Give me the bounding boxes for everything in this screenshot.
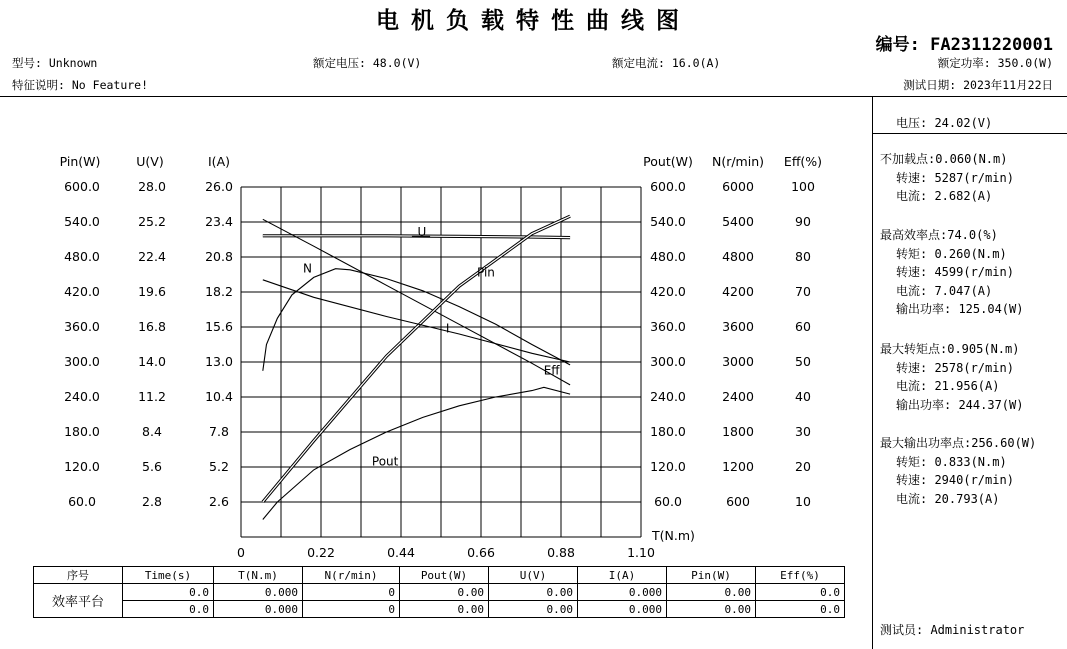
no-load-speed: 转速: 5287(r/min): [896, 170, 1014, 185]
x-tick-label: 0.44: [387, 545, 415, 560]
y-tick-label-right: 70: [795, 284, 811, 299]
rated-voltage-value: 48.0(V): [372, 56, 422, 70]
table-cell: 0.0: [756, 584, 845, 601]
test-date-info: [903, 77, 1053, 93]
y-tick-label-right: 3000: [722, 354, 754, 369]
y-tick-label-left: 60.0: [68, 494, 96, 509]
y-tick-label-right: 4200: [722, 284, 754, 299]
table-cell: 0.00: [667, 584, 756, 601]
header-current: I(A): [578, 567, 667, 584]
row-label: 效率平台: [34, 584, 123, 618]
y-tick-label-left: 240.0: [64, 389, 100, 404]
series-line-i: [263, 219, 570, 385]
max-eff-current: 电流: 7.047(A): [896, 283, 993, 298]
y-tick-label-right: 1800: [722, 424, 754, 439]
y-tick-label-left: 28.0: [138, 179, 166, 194]
y-axis-label-right: N(r/min): [711, 154, 765, 169]
max-power-current: 电流: 20.793(A): [896, 491, 1000, 506]
rated-current-label: 额定电流:: [612, 56, 665, 70]
y-tick-label-right: 180.0: [650, 424, 686, 439]
y-tick-label-left: 25.2: [138, 214, 166, 229]
table-row: [34, 584, 845, 601]
y-tick-label-left: 5.6: [142, 459, 162, 474]
series-line-n: [263, 269, 570, 371]
y-axis-label-right: Eff(%): [783, 154, 823, 169]
rated-current-value: 16.0(A): [671, 56, 721, 70]
y-tick-label-left: 120.0: [64, 459, 100, 474]
y-tick-label-right: 100: [791, 179, 815, 194]
table-cell: 0.000: [578, 584, 667, 601]
rated-current-info: [612, 55, 720, 71]
y-tick-label-right: 300.0: [650, 354, 686, 369]
y-tick-label-left: 2.6: [209, 494, 229, 509]
feature-value: No Feature!: [71, 78, 149, 92]
table-cell: 0: [303, 584, 400, 601]
max-eff-output: 输出功率: 125.04(W): [896, 302, 1024, 317]
y-tick-label-right: 360.0: [650, 319, 686, 334]
header-pin: Pin(W): [667, 567, 756, 584]
y-tick-label-left: 420.0: [64, 284, 100, 299]
table-cell: 0.000: [578, 601, 667, 618]
rated-power-info: [938, 55, 1053, 71]
test-date-label: 测试日期:: [903, 78, 957, 92]
page-title: 电机负载特性曲线图: [376, 7, 691, 34]
header-torque: T(N.m): [214, 567, 303, 584]
header-time: Time(s): [123, 567, 214, 584]
y-tick-label-right: 120.0: [650, 459, 686, 474]
y-tick-label-left: 13.0: [205, 354, 233, 369]
series-label-i: I: [445, 321, 450, 336]
y-tick-label-left: 360.0: [64, 319, 100, 334]
side-voltage-divider: [872, 133, 1067, 134]
y-tick-label-left: 8.4: [142, 424, 162, 439]
table-cell: 0: [303, 601, 400, 618]
max-eff-point: [880, 226, 1023, 319]
y-tick-label-right: 60: [795, 319, 811, 334]
max-torque-head: 最大转矩点:0.905(N.m): [880, 342, 1020, 356]
max-eff-speed: 转速: 4599(r/min): [896, 265, 1014, 280]
model-info: [12, 55, 97, 71]
y-tick-label-right: 3600: [722, 319, 754, 334]
table-cell: 0.000: [214, 584, 303, 601]
y-tick-label-left: 540.0: [64, 214, 100, 229]
y-tick-label-right: 20: [795, 459, 811, 474]
table-cell: 0.00: [400, 584, 489, 601]
x-tick-label: 0.66: [467, 545, 495, 560]
y-tick-label-left: 5.2: [209, 459, 229, 474]
y-tick-label-left: 18.2: [205, 284, 233, 299]
y-axis-label-left: U(V): [136, 154, 164, 169]
model-label: 型号:: [12, 56, 42, 70]
header-speed: N(r/min): [303, 567, 400, 584]
y-tick-label-left: 2.8: [142, 494, 162, 509]
max-power-point: [880, 434, 1036, 508]
y-axis-label-left: Pin(W): [59, 154, 101, 169]
rated-power-label: 额定功率:: [937, 56, 991, 70]
max-torque-point: [880, 340, 1023, 414]
table-cell: 0.0: [756, 601, 845, 618]
x-tick-label: 0: [237, 545, 245, 560]
y-tick-label-left: 19.6: [138, 284, 166, 299]
series-label-eff: Eff: [543, 363, 560, 378]
y-tick-label-right: 4800: [722, 249, 754, 264]
y-axis-label-left: I(A): [208, 154, 230, 169]
series-label-n: N: [303, 261, 312, 276]
serial-value: FA2311220001: [930, 35, 1053, 55]
y-tick-label-left: 10.4: [205, 389, 233, 404]
feature-label: 特征说明:: [12, 78, 65, 92]
y-tick-label-right: 2400: [722, 389, 754, 404]
table-cell: 0.00: [667, 601, 756, 618]
y-tick-label-right: 240.0: [650, 389, 686, 404]
header-index: 序号: [34, 567, 123, 584]
no-load-point: [880, 150, 1014, 206]
rated-voltage-info: [313, 55, 421, 71]
y-tick-label-right: 6000: [722, 179, 754, 194]
y-tick-label-right: 480.0: [650, 249, 686, 264]
y-tick-label-left: 26.0: [205, 179, 233, 194]
max-power-head: 最大输出功率点:256.60(W): [880, 436, 1037, 450]
y-tick-label-right: 540.0: [650, 214, 686, 229]
max-torque-current: 电流: 21.956(A): [896, 379, 1000, 394]
serial-label: 编号:: [875, 35, 920, 55]
side-panel-divider: [872, 96, 873, 649]
y-tick-label-left: 600.0: [64, 179, 100, 194]
model-value: Unknown: [48, 56, 98, 70]
table-cell: 0.00: [489, 601, 578, 618]
y-tick-label-right: 1200: [722, 459, 754, 474]
y-tick-label-left: 300.0: [64, 354, 100, 369]
tester: 测试员: Administrator: [880, 623, 1025, 637]
max-eff-head: 最高效率点:74.0(%): [880, 228, 998, 242]
y-tick-label-left: 14.0: [138, 354, 166, 369]
y-tick-label-right: 80: [795, 249, 811, 264]
rated-power-value: 350.0(W): [997, 56, 1053, 70]
y-tick-label-left: 22.4: [138, 249, 166, 264]
series-label-pout: Pout: [371, 454, 399, 469]
x-tick-label: 0.88: [547, 545, 575, 560]
y-tick-label-left: 180.0: [64, 424, 100, 439]
x-axis-label: T(N.m): [652, 528, 695, 543]
no-load-head: 不加载点:0.060(N.m): [880, 152, 1008, 166]
load-characteristic-chart: [0, 100, 872, 565]
x-tick-label: 0.22: [307, 545, 335, 560]
y-tick-label-left: 15.6: [205, 319, 233, 334]
y-tick-label-right: 5400: [722, 214, 754, 229]
results-table: [33, 566, 845, 618]
table-header-row: [34, 567, 845, 584]
x-tick-label: 1.10: [627, 545, 655, 560]
y-tick-label-left: 7.8: [209, 424, 229, 439]
max-power-torque: 转矩: 0.833(N.m): [896, 454, 1007, 469]
y-tick-label-right: 40: [795, 389, 811, 404]
table-cell: 0.00: [400, 601, 489, 618]
y-tick-label-left: 16.8: [138, 319, 166, 334]
y-tick-label-right: 10: [795, 494, 811, 509]
y-tick-label-right: 30: [795, 424, 811, 439]
y-axis-label-right: Pout(W): [643, 154, 693, 169]
max-power-speed: 转速: 2940(r/min): [896, 473, 1014, 488]
no-load-current: 电流: 2.682(A): [896, 189, 993, 204]
serial-number: [876, 30, 1053, 55]
table-row: [34, 601, 845, 618]
header-divider: [0, 96, 1067, 97]
y-tick-label-left: 480.0: [64, 249, 100, 264]
header-voltage: U(V): [489, 567, 578, 584]
max-torque-output: 输出功率: 244.37(W): [896, 397, 1024, 412]
y-tick-label-right: 420.0: [650, 284, 686, 299]
y-tick-label-right: 600.0: [650, 179, 686, 194]
table-cell: 0.00: [489, 584, 578, 601]
side-voltage: 电压: 24.02(V): [896, 116, 993, 130]
y-tick-label-left: 20.8: [205, 249, 233, 264]
table-cell: 0.0: [123, 601, 214, 618]
table-cell: 0.000: [214, 601, 303, 618]
max-eff-torque: 转矩: 0.260(N.m): [896, 246, 1007, 261]
series-line-pout: [263, 387, 570, 519]
rated-voltage-label: 额定电压:: [313, 56, 366, 70]
table-cell: 0.0: [123, 584, 214, 601]
series-label-pin: Pin: [477, 265, 495, 280]
header-eff: Eff(%): [756, 567, 845, 584]
y-tick-label-right: 50: [795, 354, 811, 369]
series-label-u: U: [417, 224, 427, 239]
max-torque-speed: 转速: 2578(r/min): [896, 360, 1014, 375]
y-tick-label-left: 23.4: [205, 214, 233, 229]
y-tick-label-right: 600: [726, 494, 750, 509]
header-pout: Pout(W): [400, 567, 489, 584]
test-date-value: 2023年11月22日: [963, 78, 1053, 92]
feature-info: [12, 77, 148, 93]
y-tick-label-right: 90: [795, 214, 811, 229]
y-tick-label-right: 60.0: [654, 494, 682, 509]
y-tick-label-left: 11.2: [138, 389, 166, 404]
